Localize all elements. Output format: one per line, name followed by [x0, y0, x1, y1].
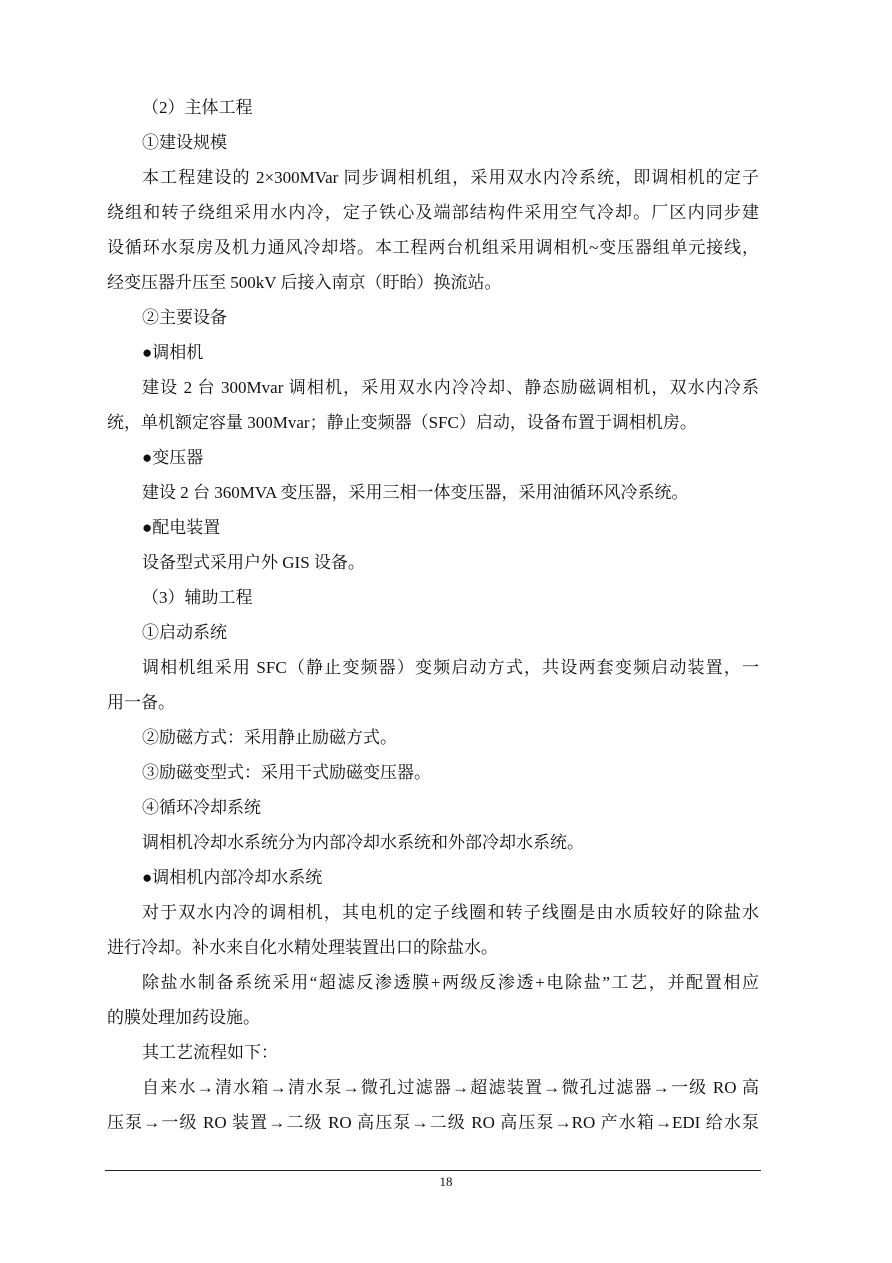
body-line: 建设 2 台 360MVA 变压器，采用三相一体变压器，采用油循环风冷系统。 [142, 483, 689, 502]
subheading-excitation-mode: ②励磁方式：采用静止励磁方式。 [142, 728, 397, 747]
body-line: 统，单机额定容量 300Mvar；静止变频器（SFC）启动，设备布置于调相机房。 [107, 413, 697, 432]
section-heading-auxiliary-works: （3）辅助工程 [142, 588, 253, 607]
body-line: 调相机组采用 SFC（静止变频器）变频启动方式，共设两套变频启动装置，一 [142, 658, 759, 677]
body-line: 进行冷却。补水来自化水精处理装置出口的除盐水。 [107, 938, 498, 957]
body-line: 本工程建设的 2×300MVar 同步调相机组，采用双水内冷系统，即调相机的定子 [142, 168, 759, 187]
subheading-excitation-transformer: ③励磁变型式：采用干式励磁变压器。 [142, 763, 431, 782]
body-line: 对于双水内冷的调相机，其电机的定子线圈和转子线圈是由水质较好的除盐水 [142, 903, 759, 922]
section-heading-main-works: （2）主体工程 [142, 98, 253, 117]
process-flow-line: 压泵→一级 RO 装置→二级 RO 高压泵→二级 RO 高压泵→RO 产水箱→EDI 给水泵 [107, 1113, 759, 1132]
body-line: 用一备。 [107, 693, 175, 712]
body-line: 经变压器升压至 500kV 后接入南京（盱眙）换流站。 [107, 273, 502, 292]
body-line: 绕组和转子绕组采用水内冷，定子铁心及端部结构件采用空气冷却。厂区内同步建 [107, 203, 759, 222]
subheading-startup-system: ①启动系统 [142, 623, 227, 642]
subheading-construction-scale: ①建设规模 [142, 133, 227, 152]
body-line: 设循环水泵房及机力通风冷却塔。本工程两台机组采用调相机~变压器组单元接线， [107, 238, 759, 257]
body-line: 设备型式采用户外 GIS 设备。 [142, 553, 365, 572]
subheading-main-equipment: ②主要设备 [142, 308, 227, 327]
body-line: 调相机冷却水系统分为内部冷却水系统和外部冷却水系统。 [142, 833, 584, 852]
bullet-heading-internal-cooling: ●调相机内部冷却水系统 [142, 868, 323, 887]
process-flow-line: 自来水→清水箱→清水泵→微孔过滤器→超滤装置→微孔过滤器→一级 RO 高 [142, 1078, 759, 1097]
page-body [107, 90, 759, 1140]
subheading-cooling-system: ④循环冷却系统 [142, 798, 261, 817]
bullet-heading-condenser: ●调相机 [142, 343, 204, 362]
footer-divider [105, 1170, 761, 1171]
bullet-heading-switchgear: ●配电装置 [142, 518, 221, 537]
body-line: 建设 2 台 300Mvar 调相机，采用双水内冷冷却、静态励磁调相机，双水内冷系 [142, 378, 759, 397]
body-line: 除盐水制备系统采用“超滤反渗透膜+两级反渗透+电除盐”工艺，并配置相应 [142, 973, 759, 992]
page-number: 18 [439, 1174, 453, 1189]
bullet-heading-transformer: ●变压器 [142, 448, 204, 467]
body-line: 的膜处理加药设施。 [107, 1008, 260, 1027]
body-line: 其工艺流程如下： [142, 1043, 278, 1062]
